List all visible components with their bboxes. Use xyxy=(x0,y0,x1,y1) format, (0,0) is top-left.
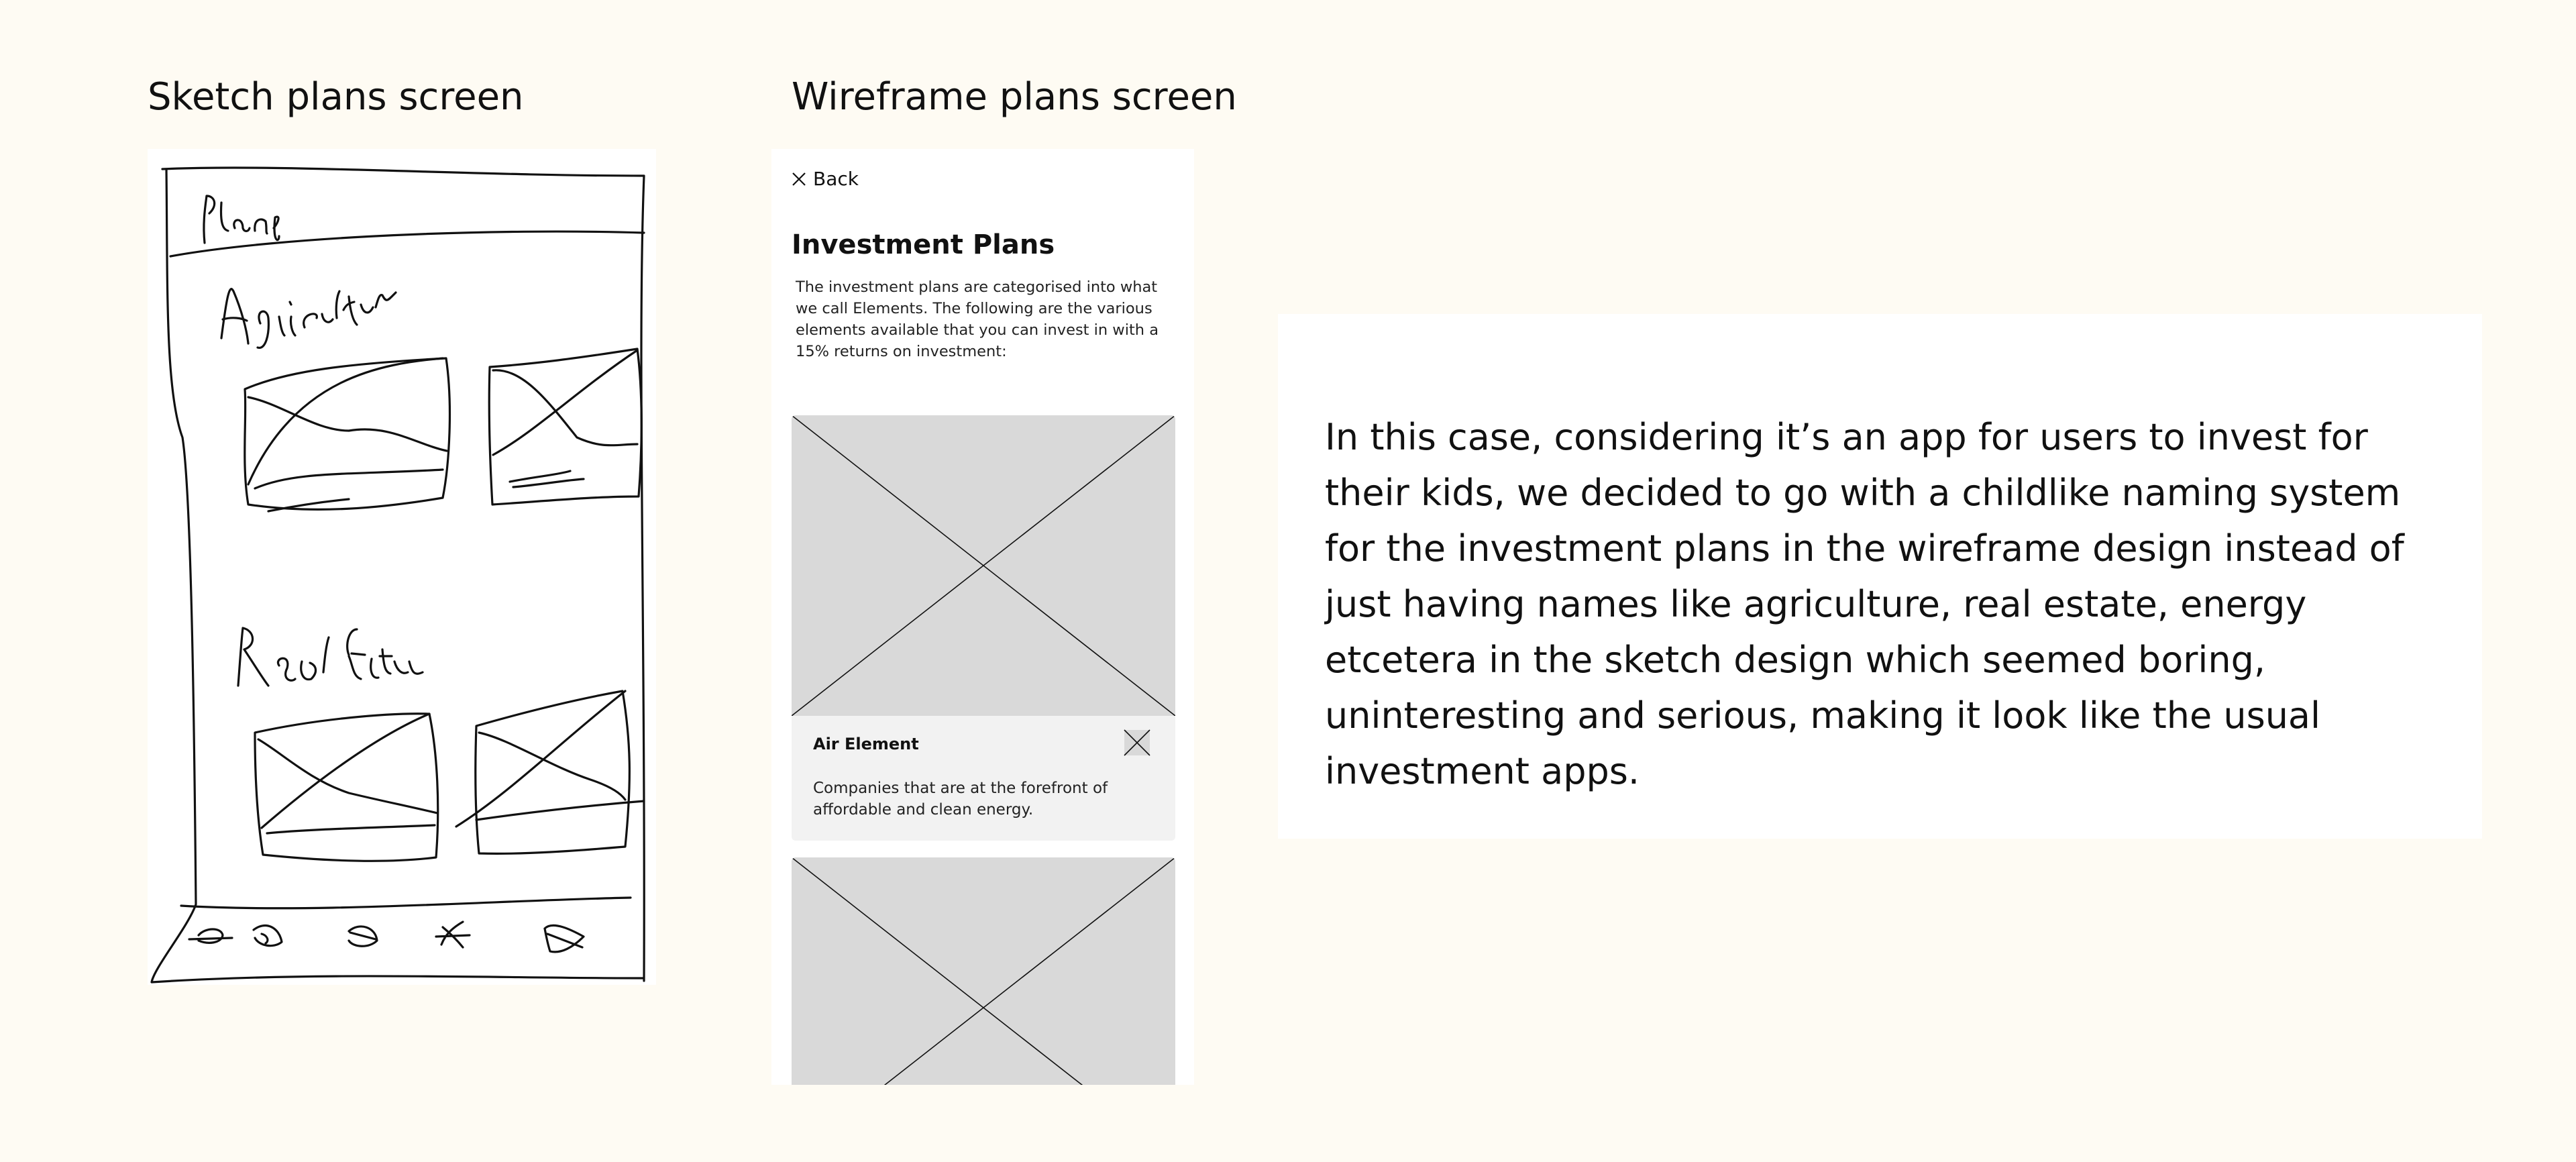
page-title: Investment Plans xyxy=(792,229,1055,260)
close-icon xyxy=(792,172,806,187)
wireframe-section-title: Wireframe plans screen xyxy=(792,75,1237,119)
back-label: Back xyxy=(813,168,859,190)
plan-name: Air Element xyxy=(813,735,919,753)
sketch-image xyxy=(148,149,656,985)
plans-description: The investment plans are categorised into what we call Elements. The following are the various elements available that you can invest in with a 15% returns on investment: xyxy=(796,278,1159,360)
plan-image-placeholder xyxy=(792,415,1175,716)
wireframe-phone-screen xyxy=(771,149,1194,1085)
sketch-section-title: Sketch plans screen xyxy=(148,75,524,119)
explanation-card xyxy=(1278,314,2482,839)
plan-card-air-element[interactable] xyxy=(792,415,1175,841)
back-button[interactable] xyxy=(792,168,859,190)
image-placeholder-icon xyxy=(1124,729,1150,756)
explanation-text: In this case, considering it’s an app for users to invest for their kids, we decided to go with a childlike naming system for the investment plans in the wireframe design instead of just having names like agriculture, real estate, energy etcetera in the sketch design which seemed boring, uninteresting and serious, making it look like the usual investment apps. xyxy=(1325,416,2404,792)
plan-card-placeholder[interactable] xyxy=(792,857,1175,1085)
plan-image-placeholder xyxy=(792,857,1175,1085)
plan-description: Companies that are at the forefront of affordable and clean energy. xyxy=(813,780,1108,818)
